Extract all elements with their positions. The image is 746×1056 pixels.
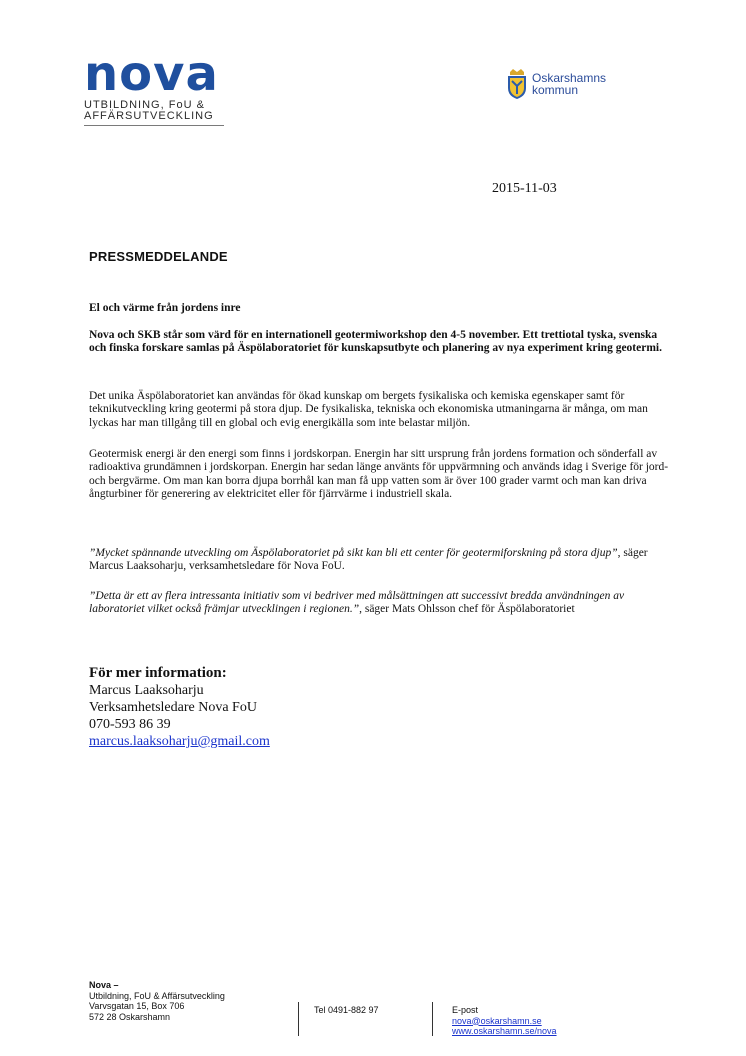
contact-title: Verksamhetsledare Nova FoU	[89, 700, 257, 715]
quote-attribution-2: , säger Mats Ohlsson chef för Äspölaboratoriet	[359, 603, 575, 616]
nova-logo-rule	[84, 125, 224, 126]
oskarshamn-name-line1: Oskarshamns	[532, 71, 607, 85]
press-release-headline: El och värme från jordens inre	[89, 302, 241, 314]
footer-web-col	[452, 1005, 557, 1037]
contact-name: Marcus Laaksoharju	[89, 683, 204, 698]
body-paragraph-2: Geotermisk energi är den energi som finns i jordskorpan. Energin har sitt ursprung från jordens formation och sönderfall av radioaktiva grundämnen i jordskorpan. Energin har sedan länge använts för uppvärmning och används idag i Sverige för jord- och bergvärme. Om man kan borra djupa borrhål kan man få upp vatten som är över 100 grader varmt och man kan driva ångturbiner för generering av elektricitet eller för fjärrvärme i industriell skala.	[89, 448, 669, 500]
footer-divider-2	[432, 1002, 433, 1036]
document-type-heading: PRESSMEDDELANDE	[89, 249, 228, 264]
footer-email-link[interactable]: nova@oskarshamn.se	[452, 1015, 542, 1026]
nova-wordmark: nova	[84, 46, 219, 102]
body-paragraph-1: Det unika Äspölaboratoriet kan användas för ökad kunskap om bergets fysikaliska och kemiska egenskaper samt för teknikutveckling kring geotermi på stora djup. De fysikaliska, tekniska och ekonomiska utmaningarna är många, om man lyckas har man tillgång till en global och evig energikälla som inte belastar miljön.	[89, 390, 648, 429]
document-date: 2015-11-03	[492, 181, 557, 196]
quote-text-2: ”Detta är ett av flera intressanta initiativ som vi bedriver med målsättningen att successivt bredda användningen av laboratoriet vilket också främjar utvecklingen i regionen.”	[89, 590, 625, 616]
oskarshamn-name-line2: kommun	[532, 83, 579, 97]
quote-attribution-1: , säger Marcus Laaksoharju, verksamhetsledare för Nova FoU.	[89, 547, 648, 573]
oskarshamn-logo	[506, 68, 606, 100]
footer-address	[89, 980, 225, 1022]
footer-website-link[interactable]: www.oskarshamn.se/nova	[452, 1026, 557, 1036]
footer-email-label: E-post	[452, 1005, 479, 1015]
lead-paragraph: Nova och SKB står som värd för en internationell geotermiworkshop den 4-5 november. Ett trettiotal tyska, svenska och finska forskare samlas på Äspölaboratoriet för kunskapsutbyte och planering av nya experiment kring geotermi.	[89, 329, 662, 355]
contact-heading: För mer information:	[89, 665, 227, 681]
nova-tagline-line1: UTBILDNING, FoU &	[84, 99, 205, 111]
footer-email-row	[452, 1005, 557, 1026]
footer-postal: 572 28 Oskarshamn	[89, 1011, 171, 1022]
footer-phone: Tel 0491-882 97	[314, 1005, 379, 1015]
oskarshamn-name	[532, 72, 606, 96]
page-footer	[0, 978, 746, 1038]
footer-phone-col	[314, 1005, 379, 1016]
quote-paragraph-1	[89, 547, 669, 574]
contact-block	[89, 664, 270, 750]
quote-paragraph-2	[89, 590, 669, 617]
quote-text-1: ”Mycket spännande utveckling om Äspölaboratoriet på sikt kan bli ett center för geotermiforskning på stora djup”	[89, 547, 618, 559]
contact-email-link[interactable]: marcus.laaksoharju@gmail.com	[89, 734, 270, 749]
footer-org-name: Nova –	[89, 980, 119, 990]
footer-org-full: Utbildning, FoU & Affärsutveckling	[89, 990, 225, 1001]
coat-of-arms-icon	[506, 68, 528, 100]
nova-tagline-line2: AFFÄRSUTVECKLING	[84, 110, 214, 122]
footer-divider-1	[298, 1002, 299, 1036]
contact-phone: 070-593 86 39	[89, 717, 171, 732]
footer-street: Varvsgatan 15, Box 706	[89, 1001, 185, 1011]
nova-logo	[84, 46, 234, 126]
